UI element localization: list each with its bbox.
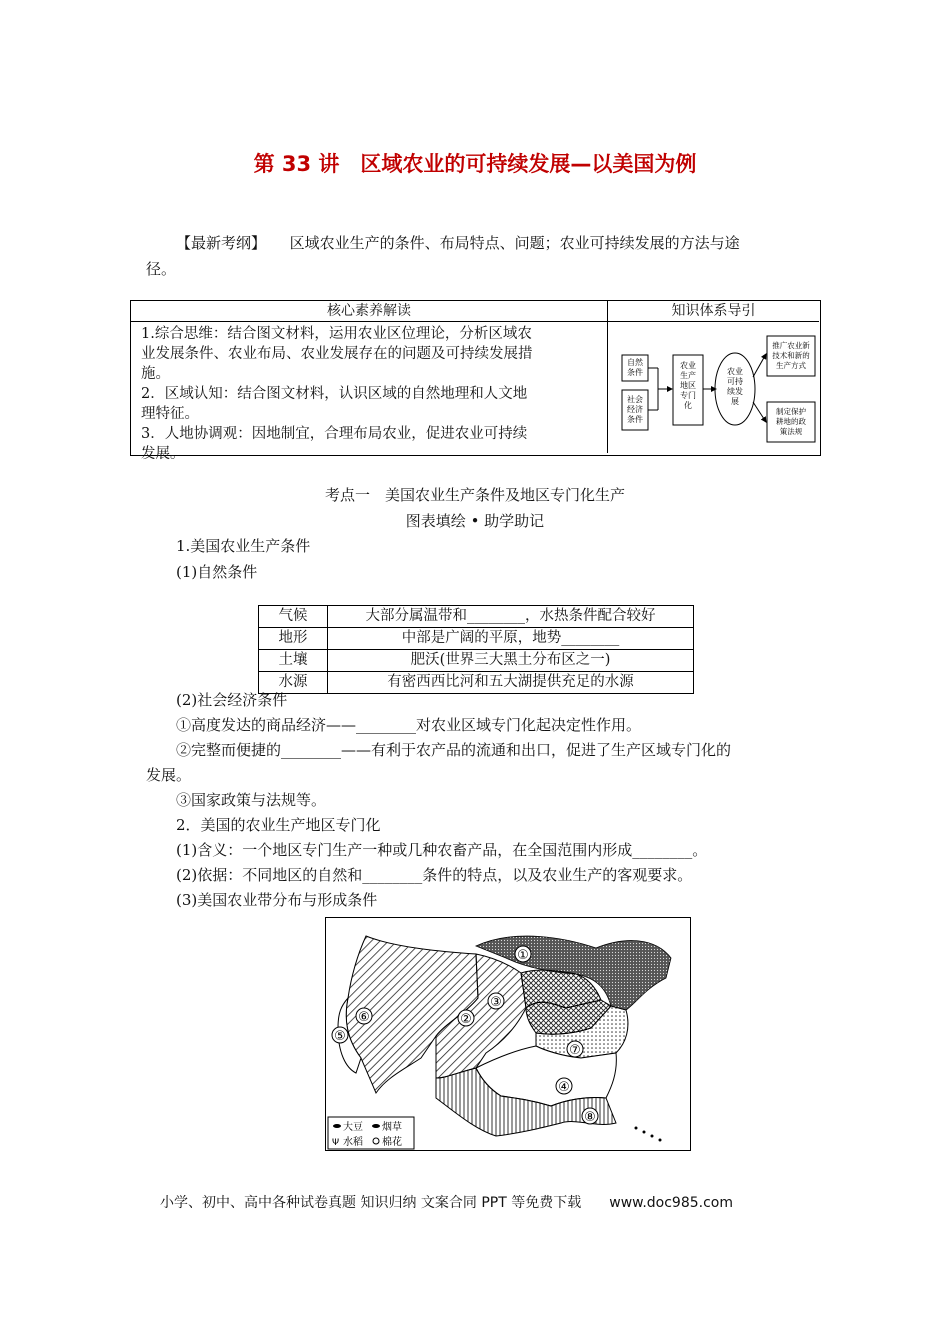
map-svg bbox=[326, 918, 690, 1150]
svg-text:经济: 经济 bbox=[627, 405, 643, 414]
label-3: ③ bbox=[490, 995, 502, 1010]
row-value: 有密西西比河和五大湖提供充足的水源 bbox=[328, 672, 694, 694]
natural-conditions-table bbox=[258, 605, 694, 694]
heading-1: 1.美国农业生产条件 bbox=[176, 537, 311, 555]
svg-text:续发: 续发 bbox=[727, 387, 743, 396]
legend-tobacco: 烟草 bbox=[382, 1122, 402, 1133]
kaogang-cont: 径。 bbox=[146, 260, 177, 278]
core-item: 业发展条件、农业布局、农业发展存在的问题及可持续发展措 bbox=[141, 346, 533, 362]
section-title: 考点一 美国农业生产条件及地区专门化生产 bbox=[324, 486, 625, 504]
sub-title: 图表填绘 • 助学助记 bbox=[405, 512, 545, 530]
label-4: ④ bbox=[558, 1080, 570, 1095]
kaogang bbox=[146, 230, 816, 278]
svg-text:制定保护: 制定保护 bbox=[776, 407, 806, 416]
page-title: 第 33 讲 区域农业的可持续发展—以美国为例 bbox=[253, 152, 697, 176]
svg-text:地区: 地区 bbox=[680, 381, 696, 390]
label-2: ② bbox=[460, 1012, 472, 1027]
core-item: 理特征。 bbox=[141, 406, 199, 422]
svg-text:展: 展 bbox=[731, 397, 739, 406]
core-item: 3．人地协调观：因地制宜，合理布局农业，促进农业可持续 bbox=[141, 426, 528, 442]
core-items bbox=[131, 322, 607, 464]
heading-2-2: (2)依据：不同地区的自然和________条件的特点，以及农业生产的客观要求。 bbox=[176, 866, 693, 884]
table-row bbox=[259, 672, 694, 694]
legend-cotton: 棉花 bbox=[382, 1137, 402, 1148]
svg-text:社会: 社会 bbox=[627, 395, 643, 404]
table-row bbox=[259, 628, 694, 650]
kaogang-text: 区域农业生产的条件、布局特点、问题；农业可持续发展的方法与途 bbox=[289, 234, 740, 252]
core-item: 发展。 bbox=[141, 446, 185, 462]
kaogang-label: 【最新考纲】 bbox=[176, 234, 267, 252]
svg-text:生产: 生产 bbox=[680, 371, 696, 380]
core-col bbox=[131, 301, 608, 462]
svg-text:化: 化 bbox=[684, 401, 692, 410]
islands bbox=[635, 1127, 662, 1142]
label-1: ① bbox=[517, 948, 529, 963]
table-row bbox=[259, 650, 694, 672]
footer bbox=[160, 1192, 733, 1212]
row-key: 气候 bbox=[259, 606, 328, 628]
row-value: 大部分属温带和________，水热条件配合较好 bbox=[328, 606, 694, 628]
svg-text:生产方式: 生产方式 bbox=[776, 361, 806, 370]
heading-2: 2．美国的农业生产地区专门化 bbox=[176, 816, 381, 834]
heading-2-3: (3)美国农业带分布与形成条件 bbox=[176, 891, 378, 909]
svg-text:技术和新的: 技术和新的 bbox=[772, 351, 810, 360]
row-key: 地形 bbox=[259, 628, 328, 650]
row-key: 土壤 bbox=[259, 650, 328, 672]
svg-text:条件: 条件 bbox=[627, 415, 643, 424]
row-value: 中部是广阔的平原，地势________ bbox=[328, 628, 694, 650]
knowledge-diagram bbox=[608, 322, 819, 453]
heading-2-1: (1)含义：一个地区专门生产一种或几种农畜产品，在全国范围内形成________。 bbox=[176, 841, 708, 859]
label-8: ⑧ bbox=[584, 1110, 596, 1125]
legend-rice: 水稻 bbox=[343, 1137, 363, 1148]
social-item-1: ①高度发达的商品经济——________对农业区域专门化起决定性作用。 bbox=[176, 716, 642, 734]
heading-1-1: (1)自然条件 bbox=[176, 563, 258, 581]
svg-text:农业: 农业 bbox=[727, 367, 743, 376]
knowledge-header: 知识体系导引 bbox=[608, 301, 819, 322]
us-agriculture-map bbox=[325, 917, 691, 1151]
soy-icon bbox=[333, 1124, 341, 1128]
rice-icon: Ψ bbox=[332, 1138, 340, 1148]
core-item: 1.综合思维：结合图文材料，运用农业区位理论，分析区域农 bbox=[141, 326, 532, 342]
row-key: 水源 bbox=[259, 672, 328, 694]
label-5: ⑤ bbox=[334, 1029, 346, 1044]
row-value: 肥沃(世界三大黑土分布区之一) bbox=[328, 650, 694, 672]
tobacco-icon bbox=[372, 1124, 380, 1128]
svg-text:条件: 条件 bbox=[627, 368, 643, 377]
svg-text:自然: 自然 bbox=[627, 358, 643, 367]
svg-text:可持: 可持 bbox=[727, 377, 743, 386]
core-literacy-table bbox=[130, 300, 821, 462]
footer-text: 小学、初中、高中各种试卷真题 知识归纳 文案合同 PPT 等免费下载 bbox=[160, 1195, 582, 1211]
social-item-2: ②完整而便捷的________——有利于农产品的流通和出口，促进了生产区域专门化的 bbox=[176, 741, 732, 759]
legend-soy: 大豆 bbox=[343, 1122, 363, 1133]
table-row bbox=[259, 606, 694, 628]
social-item-3: ③国家政策与法规等。 bbox=[176, 791, 327, 809]
svg-text:专门: 专门 bbox=[680, 391, 696, 400]
svg-text:策法规: 策法规 bbox=[779, 427, 803, 436]
label-6: ⑥ bbox=[358, 1010, 370, 1025]
svg-text:农业: 农业 bbox=[680, 361, 696, 370]
knowledge-col bbox=[608, 301, 819, 453]
core-item: 2．区域认知：结合图文材料，认识区域的自然地理和人文地 bbox=[141, 386, 528, 402]
heading-1-2: (2)社会经济条件 bbox=[176, 691, 288, 709]
core-item: 施。 bbox=[141, 366, 170, 382]
footer-url[interactable]: www.doc985.com bbox=[609, 1195, 733, 1211]
core-header: 核心素养解读 bbox=[131, 301, 607, 322]
social-item-2-cont: 发展。 bbox=[146, 766, 192, 784]
label-7: ⑦ bbox=[569, 1043, 581, 1058]
svg-text:耕地的政: 耕地的政 bbox=[776, 417, 806, 426]
svg-text:推广农业新: 推广农业新 bbox=[772, 341, 810, 350]
